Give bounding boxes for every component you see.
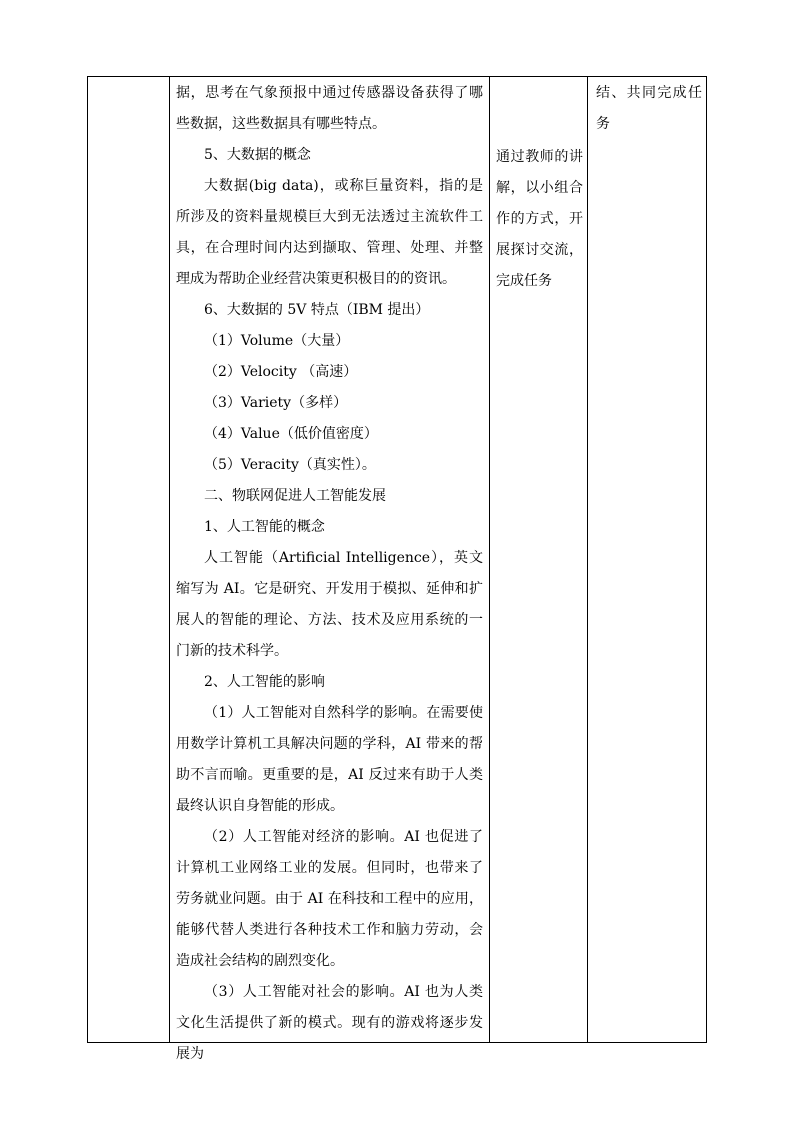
- section-heading-iot-ai: 二、物联网促进人工智能发展: [204, 488, 386, 504]
- table-column-content: [170, 77, 490, 1062]
- teacher-activity-text: 通过教师的讲解，以小组合作的方式，开展探讨交流，完成任务: [496, 149, 583, 289]
- paragraph-ai-impact-economy: （2）人工智能对经济的影响。AI 也促进了计算机工业网络工业的发展。但同时，也带来了劳务就业问题。由于 AI 在科技和工程中的应用，能够代替人类进行各种技术工作和脑力劳动，会造成社会结构的剧烈变化。: [176, 829, 483, 969]
- paragraph-big-data-definition: 大数据(big data)，或称巨量资料，指的是所涉及的资料量规模巨大到无法透过主流软件工具，在合理时间内达到撷取、管理、处理、并整理成为帮助企业经营决策更积极目的的资讯。: [176, 178, 483, 287]
- heading-5v-features: 6、大数据的 5V 特点（IBM 提出）: [204, 302, 430, 318]
- paragraph-intro-continued: 据，思考在气象预报中通过传感器设备获得了哪些数据，这些数据具有哪些特点。: [176, 85, 483, 132]
- heading-ai-impact: 2、人工智能的影响: [204, 674, 325, 690]
- heading-big-data-concept: 5、大数据的概念: [204, 147, 311, 163]
- list-item-variety: （3）Variety（多样）: [204, 395, 348, 411]
- table-column-teacher-activity: [490, 77, 588, 1042]
- paragraph-ai-impact-science: （1）人工智能对自然科学的影响。在需要使用数学计算机工具解决问题的学科，AI 带来的帮助不言而喻。更重要的是，AI 反过来有助于人类最终认识自身智能的形成。: [176, 705, 483, 814]
- teacher-activity-block: [496, 142, 583, 297]
- lesson-table: [87, 76, 707, 1062]
- table-column-student-activity: [588, 77, 706, 1042]
- content-block: [176, 78, 483, 1070]
- list-item-velocity: （2）Velocity （高速）: [204, 364, 358, 380]
- list-item-volume: （1）Volume（大量）: [204, 333, 350, 349]
- student-activity-text: 结、共同完成任务: [596, 85, 702, 132]
- list-item-veracity: （5）Veracity（真实性）。: [204, 457, 376, 473]
- heading-ai-concept: 1、人工智能的概念: [204, 519, 325, 535]
- table-column-empty: [88, 77, 170, 1042]
- list-item-value: （4）Value（低价值密度）: [204, 426, 378, 442]
- paragraph-ai-definition: 人工智能（Artificial Intelligence），英文缩写为 AI。它是研究、开发用于模拟、延伸和扩展人的智能的理论、方法、技术及应用系统的一门新的技术科学。: [176, 550, 483, 659]
- student-activity-block: [596, 78, 702, 140]
- paragraph-ai-impact-society: （3）人工智能对社会的影响。AI 也为人类文化生活提供了新的模式。现有的游戏将逐步发展为: [176, 984, 483, 1062]
